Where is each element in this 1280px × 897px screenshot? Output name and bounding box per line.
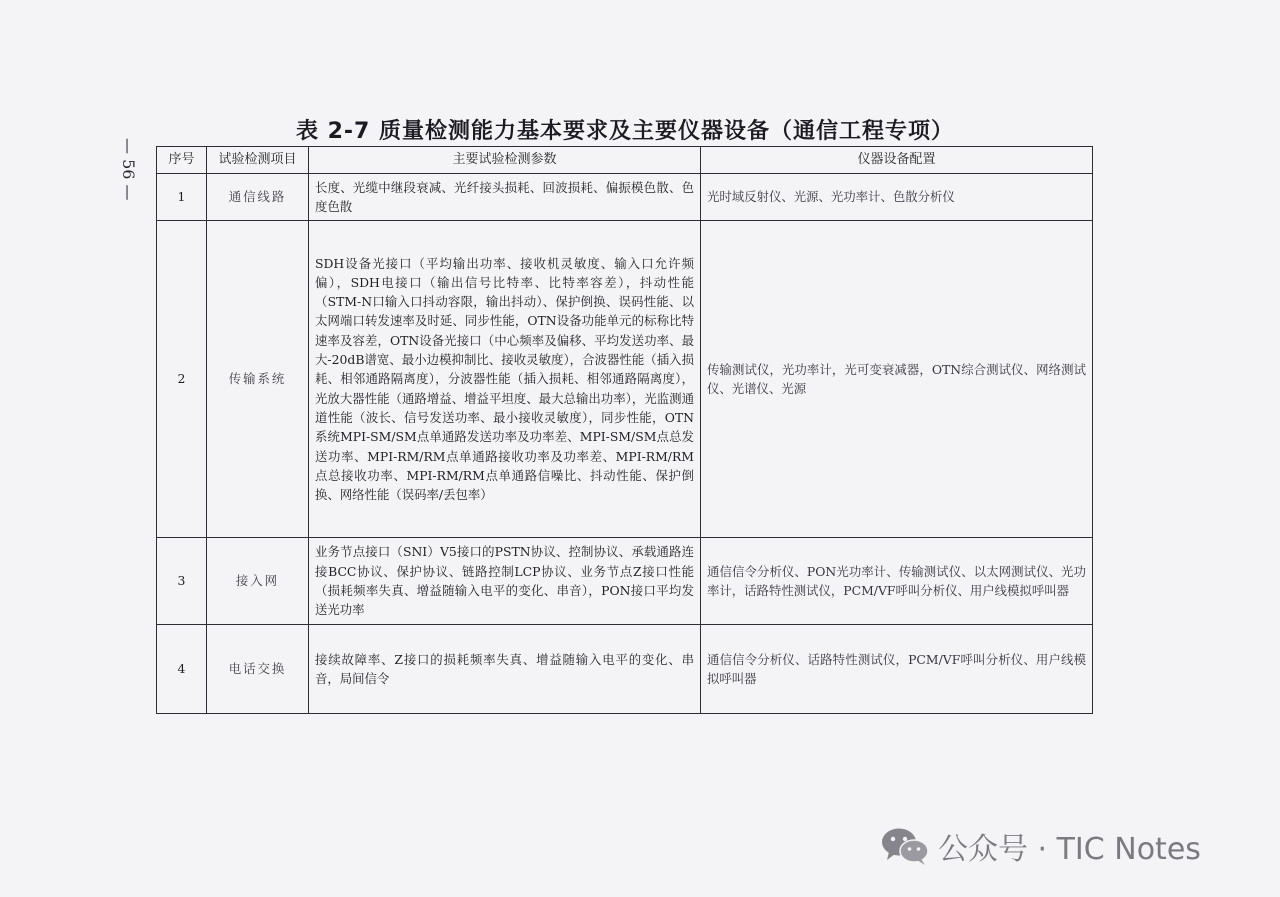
row-number: 1 [157, 174, 207, 221]
watermark-text: 公众号 · TIC Notes [938, 832, 1201, 867]
table-row [157, 625, 1093, 714]
row-params: SDH设备光接口（平均输出功率、接收机灵敏度、输入口允许频偏），SDH电接口（输出信号比特率、比特率容差），抖动性能（STM-N口输入口抖动容限，输出抖动）、保护倒换、误码性能、以太网端口转发速率及时延、同步性能，OTN设备功能单元的标称比特速率及容差，OTN设备光接口（中心频率及偏移、平均发送功率、最大-20dB谱宽、最小边模抑制比、接收灵敏度），合波器性能（插入损耗、相邻通路隔离度），分波器性能（插入损耗、相邻通路隔离度），光放大器性能（通路增益、增益平坦度、最大总输出功率），光监测通道性能（波长、信号发送功率、最小接收灵敏度），同步性能，OTN系统MPI-SM/SM点单通路发送功率及功率差、MPI-SM/SM点总发送功率、MPI-RM/RM点单通路接收功率及功率差、MPI-RM/RM点总接收功率、MPI-RM/RM点单通路信噪比、抖动性能、保护倒换、网络性能（误码率/丢包率） [309, 221, 701, 538]
header-no: 序号 [157, 147, 207, 174]
table-row [157, 174, 1093, 221]
header-params: 主要试验检测参数 [309, 147, 701, 174]
row-params: 长度、光缆中继段衰减、光纤接头损耗、回波损耗、偏振模色散、色度色散 [309, 174, 701, 221]
wechat-logo-icon [880, 826, 930, 866]
header-item: 试验检测项目 [207, 147, 309, 174]
row-number: 3 [157, 538, 207, 625]
row-item: 通信线路 [207, 174, 309, 221]
row-params: 业务节点接口（SNI）V5接口的PSTN协议、控制协议、承载通路连接BCC协议、保护协议、链路控制LCP协议、业务节点Z接口性能（损耗频率失真、增益随输入电平的变化、串音），PON接口平均发送光功率 [309, 538, 701, 625]
row-equipment: 传输测试仪，光功率计，光可变衰减器，OTN综合测试仪、网络测试仪、光谱仪、光源 [701, 221, 1093, 538]
wechat-watermark [880, 826, 1201, 866]
table-header-row [157, 147, 1093, 174]
row-equipment: 光时域反射仪、光源、光功率计、色散分析仪 [701, 174, 1093, 221]
row-item: 接入网 [207, 538, 309, 625]
row-item: 电话交换 [207, 625, 309, 714]
page-number: — 56 — [119, 138, 138, 201]
row-params: 接续故障率、Z接口的损耗频率失真、增益随输入电平的变化、串音，局间信令 [309, 625, 701, 714]
row-equipment: 通信信令分析仪、话路特性测试仪，PCM/VF呼叫分析仪、用户线模拟呼叫器 [701, 625, 1093, 714]
header-equipment: 仪器设备配置 [701, 147, 1093, 174]
row-number: 4 [157, 625, 207, 714]
requirements-table [156, 146, 1093, 714]
row-number: 2 [157, 221, 207, 538]
row-equipment: 通信信令分析仪、PON光功率计、传输测试仪、以太网测试仪、光功率计，话路特性测试仪，PCM/VF呼叫分析仪、用户线模拟呼叫器 [701, 538, 1093, 625]
row-item: 传输系统 [207, 221, 309, 538]
page-title: 表 2-7 质量检测能力基本要求及主要仪器设备（通信工程专项） [295, 119, 955, 144]
table-row [157, 221, 1093, 538]
table-row [157, 538, 1093, 625]
